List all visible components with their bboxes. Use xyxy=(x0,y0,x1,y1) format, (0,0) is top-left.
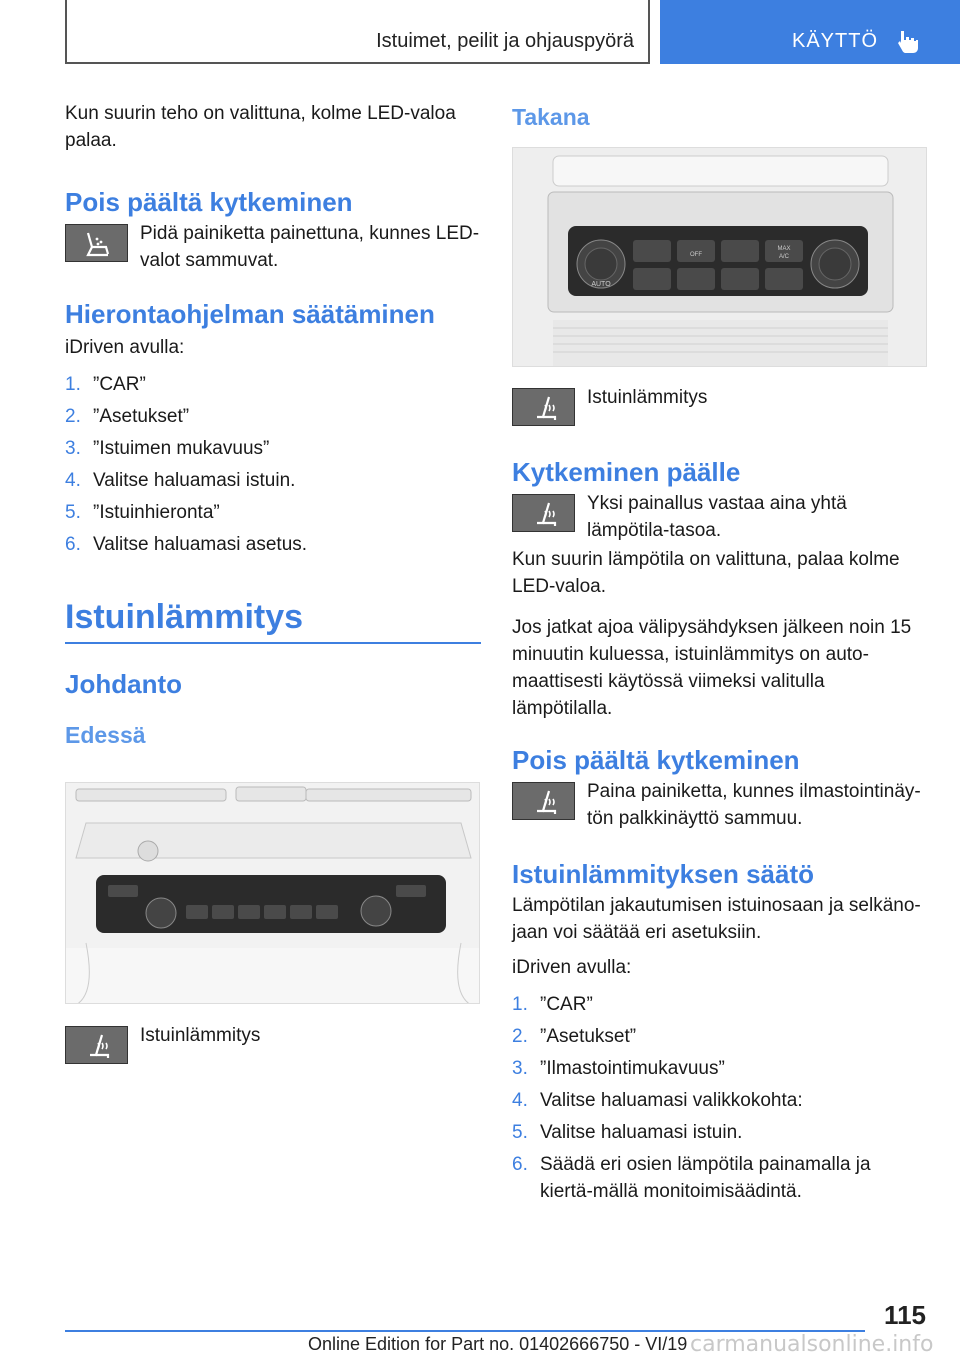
massage-program-heading: Hierontaohjelman säätäminen xyxy=(65,299,435,329)
section-title-box xyxy=(65,0,650,64)
hand-pointer-icon xyxy=(895,28,921,54)
rear-heating-caption: Istuinlämmitys xyxy=(587,387,708,408)
massage-off-row xyxy=(65,220,481,274)
page-header xyxy=(0,0,960,66)
right-column xyxy=(512,100,928,132)
on-heading: Kytkeminen päälle xyxy=(512,457,741,487)
list-item: 6. Valitse haluamasi asetus. xyxy=(65,534,308,555)
page-number: 115 xyxy=(884,1300,926,1330)
on-paragraph-2: Jos jatkat ajoa välipysähdyksen jälkeen noin 15 minuutin kuluessa, istuinlämmitys on auto-maattisesti käytössä viimeksi valitulla lämpötilalla. xyxy=(512,617,912,719)
off-heading: Pois päältä kytkeminen xyxy=(512,745,800,775)
off-icon-text: Paina painiketta, kunnes ilmastointinäy-tön palkkinäyttö sammuu. xyxy=(587,781,921,829)
section-title: Istuimet, peilit ja ohjauspyörä xyxy=(376,30,634,52)
list-item: 2. ”Asetukset” xyxy=(512,1026,637,1047)
adjust-lead: iDriven avulla: xyxy=(512,957,632,978)
on-paragraph-1: Kun suurin lämpötila on valittuna, palaa kolme LED-valoa. xyxy=(512,549,900,597)
off-label: OFF xyxy=(690,252,702,258)
right-lower-column xyxy=(512,384,928,1210)
seat-heating-icon xyxy=(65,1026,128,1064)
list-item: 3. ”Ilmastointimukavuus” xyxy=(512,1058,725,1079)
heading-rule xyxy=(65,642,481,644)
front-heating-row xyxy=(65,1022,481,1072)
seat-heating-icon xyxy=(512,494,575,532)
list-item: 5. Valitse haluamasi istuin. xyxy=(512,1122,743,1143)
watermark: carmanualsonline.info xyxy=(690,1332,934,1357)
seat-heating-icon xyxy=(512,388,575,426)
rear-heating-row xyxy=(512,384,928,434)
left-column xyxy=(65,100,481,750)
max-label: MAX xyxy=(777,246,791,252)
on-row xyxy=(512,490,928,544)
massage-off-heading: Pois päältä kytkeminen xyxy=(65,187,353,217)
massage-seat-icon xyxy=(65,224,128,262)
off-row xyxy=(512,778,928,832)
list-item: 1. ”CAR” xyxy=(65,374,146,395)
rear-heading: Takana xyxy=(512,104,590,130)
ac-label: A/C xyxy=(778,254,790,260)
front-control-panel-image xyxy=(65,782,480,1004)
chapter-heading: Istuinlämmitys xyxy=(65,598,304,636)
massage-program-lead: iDriven avulla: xyxy=(65,337,185,358)
adjust-steps-list xyxy=(512,991,928,1205)
seat-heating-icon xyxy=(512,782,575,820)
massage-steps-list xyxy=(65,371,481,558)
list-item: 1. ”CAR” xyxy=(512,994,593,1015)
list-item: 5. ”Istuinhieronta” xyxy=(65,502,220,523)
adjust-paragraph: Lämpötilan jakautumisen istuinosaan ja selkäno-jaan voi säätää eri asetuksiin. xyxy=(512,895,921,943)
adjust-heading: Istuinlämmityksen säätö xyxy=(512,859,814,889)
front-heading: Edessä xyxy=(65,722,146,748)
list-item: 4. Valitse haluamasi valikkokohta: xyxy=(512,1090,803,1111)
chapter-title: KÄYTTÖ xyxy=(792,30,879,52)
list-item: 2. ”Asetukset” xyxy=(65,406,190,427)
list-item: 4. Valitse haluamasi istuin. xyxy=(65,470,296,491)
intro-text: Kun suurin teho on valittuna, kolme LED-valoa palaa. xyxy=(65,103,456,151)
edition-text: Online Edition for Part no. 01402666750 - VI/19 xyxy=(308,1334,688,1354)
auto-label: AUTO xyxy=(591,281,611,288)
list-item: 6. Säädä eri osien lämpötila painamalla ja kiertä-mällä monitoimisäädintä. xyxy=(512,1154,871,1202)
on-icon-text: Yksi painallus vastaa aina yhtä lämpötila-tasoa. xyxy=(587,493,847,541)
front-heating-caption: Istuinlämmitys xyxy=(140,1025,261,1046)
massage-off-text: Pidä painiketta painettuna, kunnes LED-valot sammuvat. xyxy=(140,223,480,271)
intro-heading: Johdanto xyxy=(65,669,182,699)
list-item: 3. ”Istuimen mukavuus” xyxy=(65,438,270,459)
rear-control-panel-image xyxy=(512,147,927,367)
